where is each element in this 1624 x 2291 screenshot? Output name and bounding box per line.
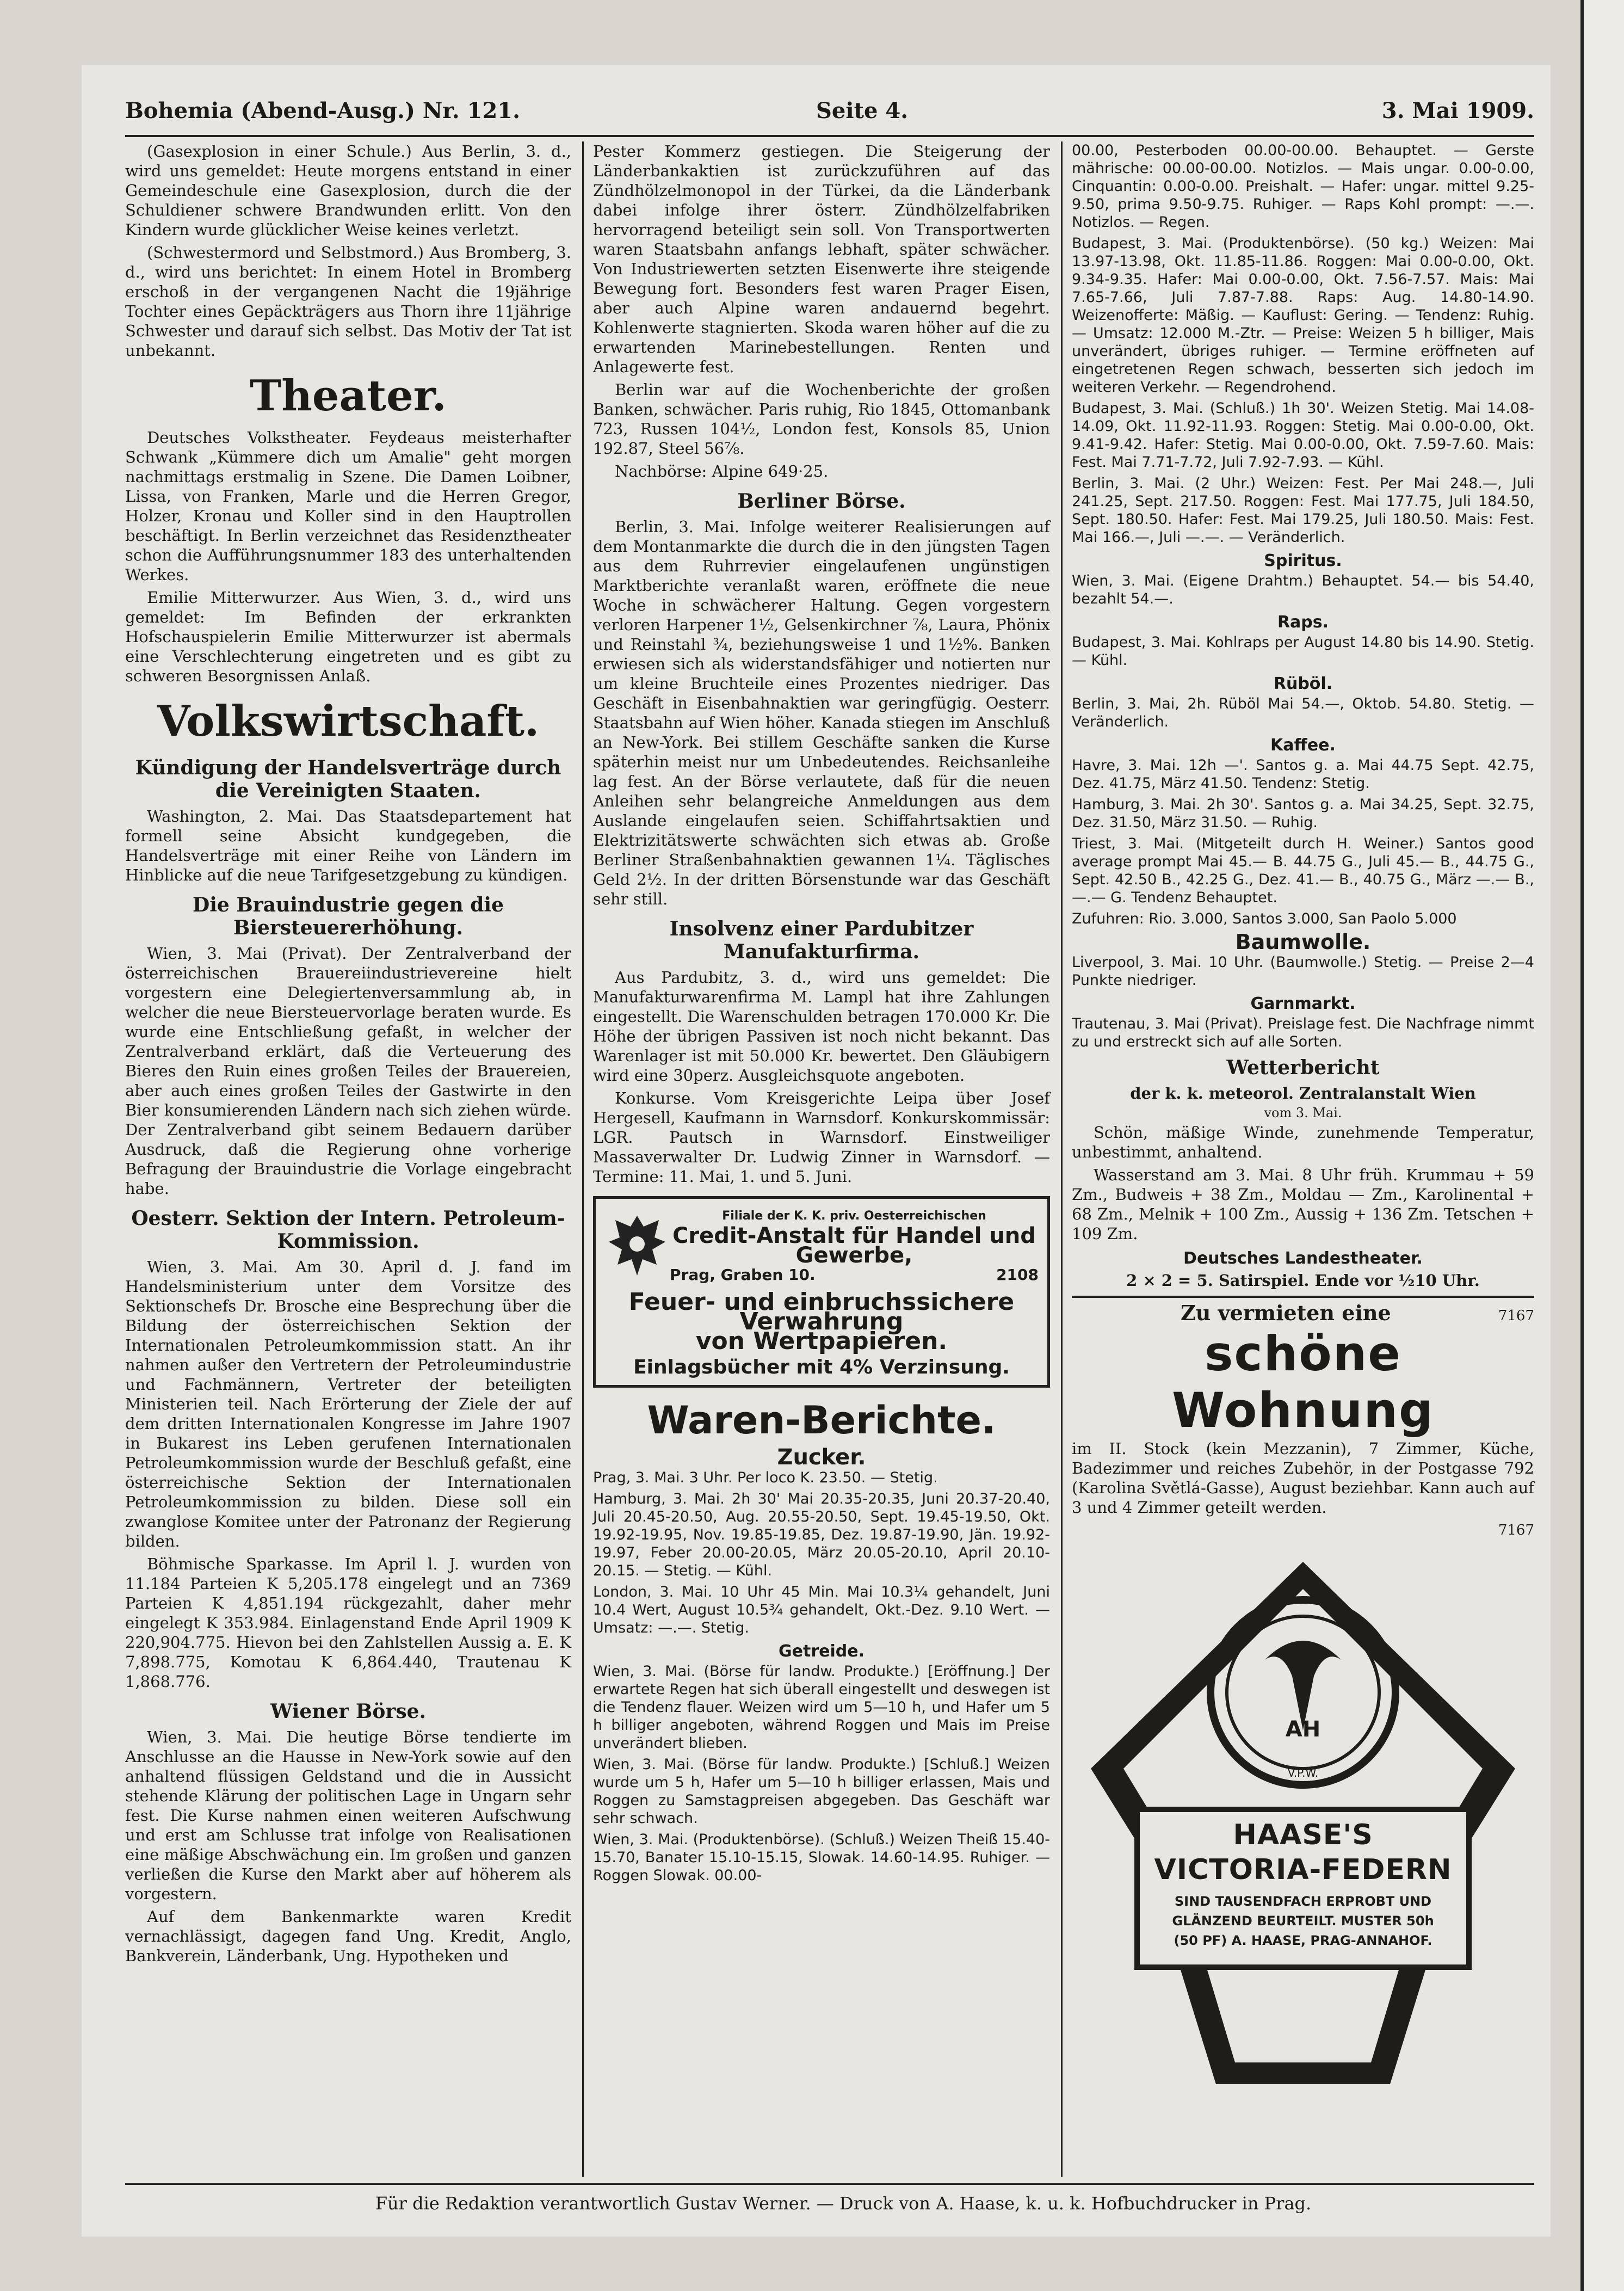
ad-separator (1072, 1296, 1534, 1298)
ad-haase-text-block (1145, 1818, 1461, 1950)
article-bankenmarkt: Auf dem Bankenmarkte waren Kredit vernachlässigt, dagegen fand Ung. Kredit, Anglo, Bankverein, Länderbank, Ung. Hypotheken und (125, 1907, 571, 1965)
article-petroleum: Wien, 3. Mai. Am 30. April d. J. fand im Handelsministerium unter dem Vorsitze des Sektionschefs Dr. Brosche eine Besprechung über die Bildung der österreichischen Sektion der Internationalen Petroleumkommission statt. An ihr nahmen außer den Vertretern der Petroleumindustrie und Fachmännern, Vertreter der beteiligten Ministerien teil. Nach Erörterung der Ziele der auf dem dritten Internationalen Kongresse im Jahre 1907 in Bukarest ins Leben gerufenen Internationalen Petroleumkommission wurde der Beschluß gefaßt, eine österreichische Sektion der Internationalen Petroleumkommission zu bilden. Diese soll ein zwanglose Komitee unter der Patronanz der Regierung bilden. (125, 1258, 571, 1550)
article-insolvenz: Aus Pardubitz, 3. d., wird uns gemeldet: Die Manufakturwarenfirma M. Lampl hat ihre Zahlungen eingestellt. Die Warenschulden betragen 170.000 Kr. Die Höhe der übrigen Passiven ist noch nicht bekannt. Das Warenlager ist mit 50.000 Kr. bewertet. Den Gläubigern wird eine 30perz. Ausgleichsquote angeboten. (593, 968, 1050, 1085)
landestheater-program: 2 × 2 = 5. Satirspiel. Ende vor ½10 Uhr. (1126, 1271, 1480, 1290)
column-1 (125, 141, 571, 1969)
heading-spiritus: Spiritus. (1264, 551, 1342, 570)
column-3 (1072, 141, 1534, 2095)
ad-wohnung-code: 7167 (1498, 1308, 1534, 1324)
article-handelsvertraege: Washington, 2. Mai. Das Staatsdepartement hat formell seine Absicht kundgegeben, die Handelsverträge mit einer Reihe von Ländern im Hinblicke auf die neue Tarifgesetzgebung zu kündigen. (125, 807, 571, 884)
report-garnmarkt: Trautenau, 3. Mai (Privat). Preislage fest. Die Nachfrage nimmt zu und erstreckt sich auf alle Sorten. (1072, 1015, 1534, 1050)
news-schwestermord: (Schwestermord und Selbstmord.) Aus Bromberg, 3. d., wird uns berichtet: In einem Hotel in Bromberg erschoß in der vergangenen Nacht die 19jährige Tochter eines Gepäckträgers aus Thorn ihre 11jährige Schwester und darauf sich selbst. Das Motiv der Tat ist unbekannt. (125, 243, 571, 360)
heading-baumwolle: Baumwolle. (1235, 930, 1371, 954)
heading-landestheater: Deutsches Landestheater. (1183, 1249, 1423, 1268)
report-zucker-prag: Prag, 3. Mai. 3 Uhr. Per loco K. 23.50. — Stetig. (593, 1469, 938, 1486)
column-2 (593, 141, 1050, 1888)
ad-bank-line4: Feuer- und einbruchssichere Verwahrung (628, 1288, 1015, 1335)
ad-bank-code: 2108 (996, 1266, 1039, 1284)
report-budapest-2: Budapest, 3. Mai. (Schluß.) 1h 30'. Weizen Stetig. Mai 14.08-14.09, Okt. 11.92-11.93. Roggen: Stetig. Mai 0.00-0.00, Okt. 9.41-9.42. Hafer: Stetig. Mai 0.00-0.00, Okt. 7.59-7.60. Mais: Fest. Mai 7.71-7.72, Juli 7.92-7.93. — Kühl. (1072, 400, 1534, 471)
theater-mitterwurzer: Emilie Mitterwurzer. Aus Wien, 3. d., wird uns gemeldet: Im Befinden der erkrankten Hofschauspielerin Emilie Mitterwurzer ist abermals eine Verschlechterung eingetreten und es gibt zu schweren Besorgnissen Anlaß. (125, 588, 571, 685)
ad-bank-line5: von Wertpapieren. (695, 1327, 948, 1355)
heading-raps: Raps. (1277, 613, 1329, 632)
ad-wohnung-headline: schöne Wohnung (1172, 1326, 1434, 1438)
section-title-volkswirtschaft: Volkswirtschaft. (157, 697, 540, 746)
article-brauindustrie: Wien, 3. Mai (Privat). Der Zentralverband der österreichischen Brauereiindustrievereine hielt vorgestern eine Delegiertenversammlung ab, in welcher die neue Biersteuervorlage beraten wurde. Es wurde eine Entschließung gefaßt, in welcher der Zentralverband erklärt, daß die Verteuerung des Bieres den Ruin eines großen Teiles der Brauereien, aber auch eines großen Teiles der Gastwirte in den Bier konsumierenden Ländern nach sich ziehen würde. Der Zentralverband gibt seinem Bedauern darüber Ausdruck, daß die Regierung ohne vorherige Befragung der Brauindustrie die Vorlage eingebracht habe. (125, 944, 571, 1198)
footer-rule (125, 2183, 1534, 2185)
heading-zucker: Zucker. (777, 1445, 866, 1470)
report-spiritus: Wien, 3. Mai. (Eigene Drahtm.) Behauptet. 54.— bis 54.40, bezahlt 54.—. (1072, 572, 1534, 607)
report-baumwolle: Liverpool, 3. Mai. 10 Uhr. (Baumwolle.) Stetig. — Preise 2—4 Punkte niedriger. (1072, 954, 1534, 989)
news-gasexplosion: (Gasexplosion in einer Schule.) Aus Berlin, 3. d., wird uns gemeldet: Heute morgens entstand in einer Gemeindeschule eine Gasexplosion, durch die der Schuldiener schwere Brandwunden erlitt. Von den Kindern wurde glücklicher Weise keines verletzt. (125, 142, 571, 239)
article-nachboerse: Nachbörse: Alpine 649·25. (615, 462, 829, 481)
article-berliner-boerse: Berlin, 3. Mai. Infolge weiterer Realisierungen auf dem Montanmarkte die durch die in den jüngsten Tagen aus dem Ruhrrevier eingelaufenen ungünstigen Marktberichte veranlaßt waren, eröffnete die neue Woche in schwächerer Haltung. Gegen vorgestern verloren Harpener 1½, Gelsenkirchner ⅞, Laura, Phönix und Reinstahl ¾, beziehungsweise 1 und 1½%. Banken erwiesen sich als widerstandsfähiger und notierten nur um kleine Bruchteile eines Prozentes niedriger. Das Geschäft in Eisenbahnaktien war geringfügig. Oesterr. Staatsbahn auf Wien höher. Kanada stiegen im Anschluß an New-York. Bei stillem Geschäfte sanken die Kurse späterhin meist nur um Unbedeutendes. Reichsanleihe lag fest. An der Börse verlautete, daß für die neuen Anleihen sehr belangreiche Anmeldungen aus dem Auslande eingelaufen seien. Schiffahrtsaktien und Elektrizitätswerte schwächten sich etwas ab. Große Berliner Straßenbahnaktien gewannen 1¼. Täglisches Geld 2½. In der dritten Börsenstunde war das Geschäft sehr still. (593, 518, 1050, 908)
report-zucker-london: London, 3. Mai. 10 Uhr 45 Min. Mai 10.3¼ gehandelt, Juni 10.4 Wert, August 10.5¾ gehandelt, Okt.-Dez. 9.10 Wert. — Umsatz: —.—. Stetig. (593, 1584, 1050, 1636)
section-title-theater: Theater. (250, 371, 447, 421)
report-budapest-1: Budapest, 3. Mai. (Produktenbörse). (50 kg.) Weizen: Mai 13.97-13.98, Okt. 11.85-11.86. Roggen: Mai 0.00-0.00, Okt. 9.34-9.35. Hafer: Mai 0.00-0.00, Okt. 7.56-7.57. Mais: Mai 7.65-7.66, Juli 7.87-7.88. Raps: Aug. 14.80-14.90. Weizenofferte: Mäßig. — Kauflust: Gering. — Tendenz: Ruhig. — Umsatz: 12.000 M.-Ztr. — Preise: Weizen 5 h billiger, Mais unverändert, übriges ruhiger. — Termine eröffneten auf eingetretenen Regen schwach, besserten sich jedoch im weiteren Verkehr. — Regendrohend. (1072, 235, 1534, 396)
column-rule-1 (582, 141, 584, 2177)
report-getreide-wien-2: Wien, 3. Mai. (Börse für landw. Produkte.) [Schluß.] Weizen wurde um 5 h, Hafer um 5—10 h billiger erlassen, Mais und Roggen zu Samstagpreisen abgegeben. Das Geschäft war sehr schwach. (593, 1756, 1050, 1827)
commodity-reports (593, 1445, 1050, 1884)
wasserstand: Wasserstand am 3. Mai. 8 Uhr früh. Krummau + 59 Zm., Budweis + 38 Zm., Moldau — Zm., Karolinental + 68 Zm., Melnik + 100 Zm., Aussig + 136 Zm. Tetschen + 109 Zm. (1072, 1166, 1534, 1243)
column-rule-2 (1061, 141, 1063, 2177)
article-boerse-continued: Pester Kommerz gestiegen. Die Steigerung der Länderbankaktien ist zurückzuführen auf das Zündhölzelmonopol in der Türkei, da die Länderbank dabei infolge ihrer österr. Zündhölzelfabriken hervorragend beteiligt sein soll. Von Transportwerten waren Staatsbahn anfangs lebhaft, später schwächer. Von Industriewerten setzten Eisenwerte ihre steigende Bewegung fort. Besonders fest waren Prager Eisen, aber auch Alpine waren andauernd begehrt. Kohlenwerte stagnierten. Skoda waren höher auf die zu erwartenden Marinebestellungen. Renten und Anlagewerte fest. (593, 142, 1050, 376)
section-title-waren-berichte: Waren-Berichte. (647, 1398, 996, 1443)
report-rueboel: Berlin, 3. Mai, 2h. Rüböl Mai 54.—, Oktob. 54.80. Stetig. — Veränderlich. (1072, 695, 1534, 730)
page-footer: Für die Redaktion verantwortlich Gustav Werner. — Druck von A. Haase, k. u. k. Hofbuchdrucker in Prag. (375, 2193, 1312, 2214)
heading-rueboel: Rüböl. (1273, 674, 1333, 693)
newspaper-page (82, 65, 1551, 2237)
heading-wetterbericht: Wetterbericht (1226, 1056, 1380, 1079)
theater-volkstheater: Deutsches Volkstheater. Feydeaus meisterhafter Schwank „Kümmere dich um Amalie" geht morgen nachmittags erstmalig in Szene. Die Damen Loibner, Lissa, von Franken, Marle und die Herren Gregor, Holzer, Kronau und Koller sind in den Hauptrollen beschäftigt. In Berlin verzeichnet das Residenztheater schon die Aufführungsnummer 183 des unterhaltenden Werkes. (125, 428, 571, 584)
ad-wohnung-code-2: 7167 (1498, 1522, 1534, 1538)
ad-haase-brand: HAASE'S VICTORIA-FEDERN (1154, 1819, 1452, 1886)
report-zucker-hamburg: Hamburg, 3. Mai. 2h 30' Mai 20.35-20.35, Juni 20.37-20.40, Juli 20.45-20.50, Aug. 20.55-20.50, Sept. 19.45-19.50, Okt. 19.92-19.95, Nov. 19.85-19.85, Dez. 19.87-19.90, Jän. 19.92-19.97, Feber 20.00-20.05, März 20.05-20.10, April 20.10-20.15. — Stetig. — Kühl. (593, 1491, 1050, 1579)
heading-kaffee: Kaffee. (1270, 736, 1336, 755)
report-kaffee-triest: Triest, 3. Mai. (Mitgeteilt durch H. Weiner.) Santos good average prompt Mai 45.— B. 44.75 G., Juli 45.— B., 44.75 G., Sept. 42.50 B., 42.25 G., Dez. 41.— B., 40.75 G., März —.— B., —.— G. Tendenz Behauptet. (1072, 835, 1534, 906)
double-eagle-icon (604, 1210, 670, 1281)
ad-haase-small: V.P.W. (1287, 1766, 1319, 1779)
headline-berliner-boerse: Berliner Börse. (737, 490, 906, 513)
report-wien-continued: 00.00, Pesterboden 00.00-00.00. Behauptet. — Gerste mährische: 00.00-00.00. Notizlos. — Mais ungar. 0.00-0.00, Cinquantin: 0.00-0.00. Preishalt. — Hafer: ungar. mittel 9.25-9.50, prima 9.50-9.75. Ruhiger. — Raps Kohl prompt: —.—. Notizlos. — Regen. (1072, 142, 1534, 231)
wetter-date: vom 3. Mai. (1264, 1105, 1342, 1120)
ad-wohnung-text: im II. Stock (kein Mezzanin), 7 Zimmer, Küche, Badezimmer und reiches Zubehör, in der Postgasse 792 (Karolina Světlá-Gasse), August beziehbar. Kann auch auf 3 und 4 Zimmer geteilt werden. (1072, 1439, 1534, 1517)
report-kaffee-hamburg: Hamburg, 3. Mai. 2h 30'. Santos g. a. Mai 34.25, Sept. 32.75, Dez. 31.50, März 31.50. — Ruhig. (1072, 796, 1534, 831)
report-getreide-wien-3: Wien, 3. Mai. (Produktenbörse). (Schluß.) Weizen Theiß 15.40-15.70, Banater 15.10-15.15, Slowak. 14.60-14.95. Ruhiger. — Roggen Slowak. 00.00- (593, 1831, 1050, 1884)
adjacent-page-edge (1580, 0, 1624, 2291)
ad-bank-line1: Filiale der K. K. priv. Oesterreichischen (722, 1209, 986, 1223)
headline-insolvenz: Insolvenz einer Pardubitzer Manufakturfirma. (669, 917, 974, 963)
ad-haase-line3: (50 PF) A. HAASE, PRAG-ANNAHOF. (1174, 1933, 1432, 1948)
ad-bank-line3: Prag, Graben 10. (670, 1266, 816, 1284)
ad-haase-monogram: AH (1285, 1717, 1321, 1742)
ad-wohnung-top: Zu vermieten eine (1181, 1301, 1391, 1325)
article-wiener-boerse: Wien, 3. Mai. Die heutige Börse tendierte im Anschlusse an die Hausse in New-York sowie auf den anhaltend flüssigen Geldstand und die in Aussicht stehende Klärung der politischen Lage in Ungarn sehr fest. Die Kurse nahmen einen weiteren Aufschwung und erst am Schlusse trat infolge von Realisationen eine mäßige Abschwächung ein. Im großen und ganzen verließen die Kurse den Markt aber auf höherem als vorgestern. (125, 1728, 571, 1903)
report-berlin-getreide: Berlin, 3. Mai. (2 Uhr.) Weizen: Fest. Per Mai 248.—, Juli 241.25, Sept. 217.50. Roggen: Fest. Mai 177.75, Juli 184.50, Sept. 180.50. Hafer: Fest. Mai 179.25, Juli 180.50. Mais: Fest. Mai 166.—, Juli —.—. — Veränderlich. (1072, 475, 1534, 546)
header-date: 3. Mai 1909. (1381, 98, 1534, 124)
ad-wohnung (1072, 1303, 1534, 1540)
headline-handelsvertraege: Kündigung der Handelsverträge durch die Vereinigten Staaten. (135, 756, 561, 802)
wetter-forecast: Schön, mäßige Winde, zunehmende Temperatur, unbestimmt, anhaltend. (1072, 1123, 1534, 1161)
ad-bank-line2: Credit-Anstalt für Handel und Gewerbe, (672, 1223, 1036, 1268)
commodity-reports-continued (1072, 141, 1534, 1051)
page-header (125, 98, 1534, 136)
headline-brauindustrie: Die Brauindustrie gegen die Biersteuererhöhung. (192, 894, 504, 939)
header-publication: Bohemia (Abend-Ausg.) Nr. 121. (125, 98, 521, 124)
headline-wiener-boerse: Wiener Börse. (270, 1700, 427, 1723)
article-berlin-wochenberichte: Berlin war auf die Wochenberichte der großen Banken, schwächer. Paris ruhig, Rio 1845, Ottomanbank 723, Russen 104½, London fest, Konsols 85, Union 192.87, Steel 56⅞. (593, 380, 1050, 458)
report-kaffee-havre: Havre, 3. Mai. 12h —'. Santos g. a. Mai 44.75 Sept. 42.75, Dez. 41.75, März 41.50. Tendenz: Stetig. (1072, 757, 1534, 792)
article-sparkasse: Böhmische Sparkasse. Im April l. J. wurden von 11.184 Parteien K 5,205.178 eingelegt und an 7369 Parteien K 4,851.194 rückgezahlt, daher mehr eingelegt K 353.984. Einlagenstand Ende April 1909 K 220,904.775. Hievon bei den Zahlstellen Aussig a. E. K 7,898.775, Komotau K 6,864.440, Trautenau K 1,868.776. (125, 1555, 571, 1691)
header-page-number: Seite 4. (816, 98, 909, 124)
headline-petroleum: Oesterr. Sektion der Intern. Petroleum-Kommission. (131, 1207, 565, 1253)
report-kaffee-zufuhren: Zufuhren: Rio. 3.000, Santos 3.000, San Paolo 5.000 (1072, 910, 1457, 927)
ad-haase-line2: GLÄNZEND BEURTEILT. MUSTER 50h (1172, 1913, 1434, 1929)
heading-getreide: Getreide. (779, 1642, 865, 1661)
ad-haase-federn (1085, 1551, 1521, 2095)
wetter-subheading: der k. k. meteorol. Zentralanstalt Wien (1130, 1084, 1476, 1103)
report-getreide-wien-1: Wien, 3. Mai. (Börse für landw. Produkte.) [Eröffnung.] Der erwartete Regen hat sich überall eingestellt und deswegen ist die Tendenz flauer. Weizen wird um 5—10 h, und Hafer um 5 h billiger angeboten, während Roggen und Mais im Preise unverändert blieben. (593, 1663, 1050, 1752)
report-raps: Budapest, 3. Mai. Kohlraps per August 14.80 bis 14.90. Stetig. — Kühl. (1072, 634, 1534, 669)
ad-bank-line6: Einlagsbücher mit 4% Verzinsung. (633, 1356, 1010, 1378)
ad-credit-anstalt (593, 1196, 1050, 1388)
header-rule (125, 135, 1534, 137)
article-konkurse: Konkurse. Vom Kreisgerichte Leipa über Josef Hergesell, Kaufmann in Warnsdorf. Konkurskommissär: LGR. Pautsch in Warnsdorf. Einstweiliger Massaverwalter Dr. Ludwig Zinner in Warnsdorf. — Termine: 11. Mai, 1. und 5. Juni. (593, 1089, 1050, 1186)
ad-haase-line1: SIND TAUSENDFACH ERPROBT UND (1174, 1894, 1432, 1909)
heading-garnmarkt: Garnmarkt. (1250, 994, 1356, 1013)
